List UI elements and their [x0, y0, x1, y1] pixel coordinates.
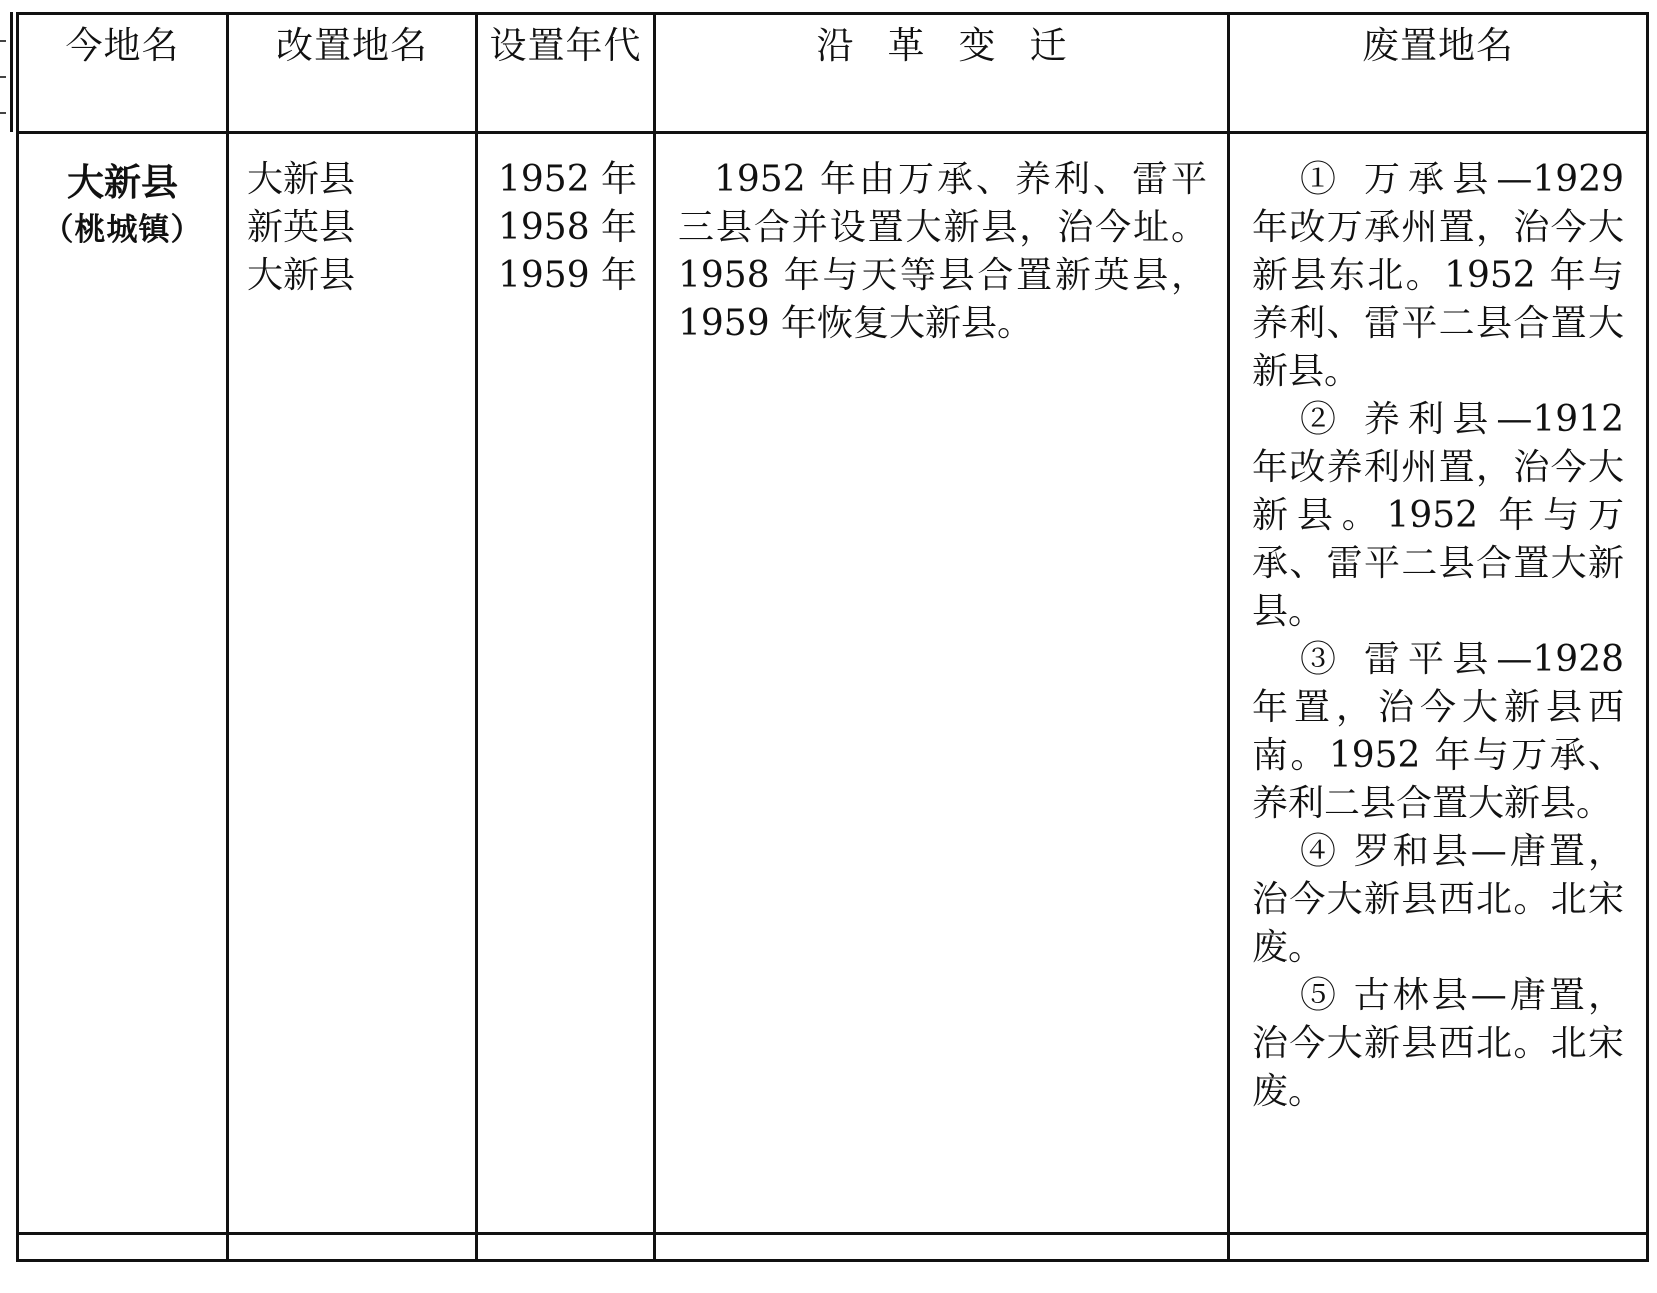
- current-seat: （桃城镇）: [42, 212, 203, 248]
- header-evolution: 沿革变迁: [655, 14, 1229, 133]
- changed-names-cell: [228, 133, 477, 1234]
- abolished-cell: [1229, 133, 1648, 1234]
- evolution-cell: [655, 133, 1229, 1234]
- abolished-entry: ⑤ 古林县—唐置，治今大新县西北。北宋废。: [1252, 975, 1624, 1112]
- years-cell: [477, 133, 655, 1234]
- changed-name-item: 大新县: [247, 159, 356, 200]
- table-row: [18, 133, 1648, 1234]
- abolished-entry: ④ 罗和县—唐置，治今大新县西北。北宋废。: [1252, 831, 1624, 968]
- header-changed-name: 改置地名: [228, 14, 477, 133]
- next-row-partial: [18, 1234, 1648, 1261]
- gazetteer-table: [16, 12, 1649, 1262]
- current-name-cell: [18, 133, 228, 1234]
- abolished-entry: ② 养利县—1912 年改养利州置，治今大新县。1952 年与万承、雷平二县合置大新县。: [1252, 399, 1624, 632]
- page-edge-mark: [0, 12, 13, 132]
- changed-name-item: 大新县: [247, 255, 356, 296]
- abolished-entry: ③ 雷平县—1928 年置，治今大新县西南。1952 年与万承、养利二县合置大新县。: [1252, 639, 1624, 824]
- header-current-name: 今地名: [18, 14, 228, 133]
- header-row: [18, 14, 1648, 133]
- year-item: 1959 年: [498, 255, 638, 296]
- abolished-entry: ① 万承县—1929 年改万承州置，治今大新县东北。1952 年与养利、雷平二县合置大新县。: [1252, 159, 1624, 392]
- year-item: 1952 年: [498, 159, 638, 200]
- current-name: 大新县: [67, 160, 178, 204]
- changed-name-item: 新英县: [247, 207, 356, 248]
- year-item: 1958 年: [498, 207, 638, 248]
- evolution-text: 1952 年由万承、养利、雷平三县合并设置大新县，治今址。1958 年与天等县合置新英县，1959 年恢复大新县。: [678, 159, 1207, 344]
- header-year-set: 设置年代: [477, 14, 655, 133]
- header-abolished-name: 废置地名: [1229, 14, 1648, 133]
